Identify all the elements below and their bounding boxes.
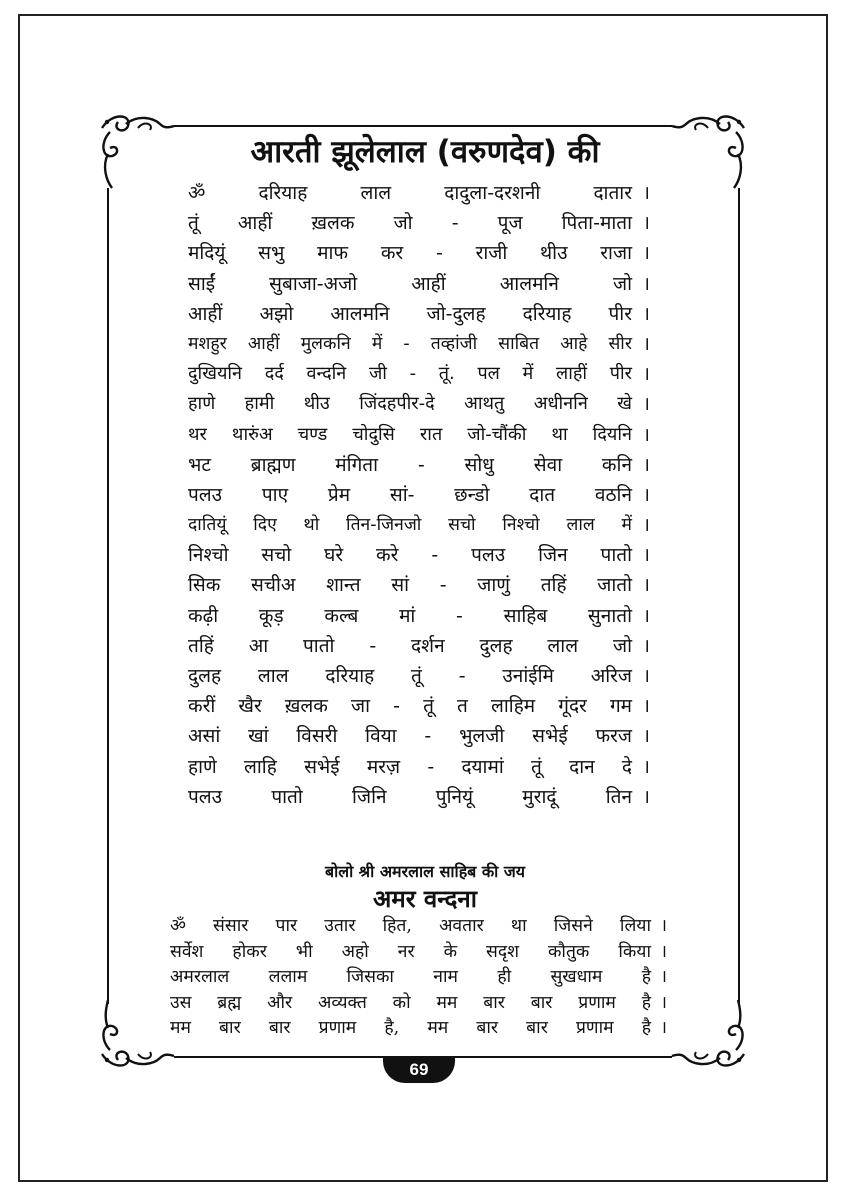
danda-mark: ।	[642, 634, 650, 657]
top-left-ornament-icon	[98, 110, 176, 190]
danda-mark: ।	[642, 514, 650, 537]
vandana-line	[170, 965, 667, 991]
verse-line	[188, 540, 650, 570]
jaikara-line: बोलो श्री अमरलाल साहिब की जय	[324, 862, 526, 881]
verse-text: भट ब्राह्मण मंगिता - सोधु सेवा कनि	[188, 453, 632, 476]
bottom-left-ornament-icon	[98, 1000, 176, 1072]
bottom-right-ornament-icon	[670, 1000, 748, 1072]
page-title: आरती झूलेलाल (वरुणदेव) की	[250, 134, 600, 170]
verse-line	[188, 510, 650, 540]
danda-mark: ।	[660, 992, 667, 1013]
verse-text: दातियूं दिए थो तिन-जिनजो सचो निश्चो लाल में	[188, 515, 632, 536]
danda-mark: ।	[642, 272, 650, 295]
verse-line	[188, 782, 650, 812]
danda-mark: ।	[642, 755, 650, 778]
verse-line	[188, 450, 650, 480]
vandana-line	[170, 940, 667, 966]
danda-mark: ।	[642, 725, 650, 748]
verse-text: निश्चो सचो घरे करे - पलउ जिन पातो	[188, 544, 632, 567]
danda-mark: ।	[660, 1018, 667, 1038]
verse-line	[188, 329, 650, 359]
verse-line	[188, 661, 650, 691]
danda-mark: ।	[642, 604, 650, 627]
verse-text: थर थारुंअ चण्ड चोदुसि रात जो-चौंकी था दियनि	[188, 423, 632, 445]
verse-line	[188, 570, 650, 600]
verse-text: ॐ दरियाह लाल दादुला-दरशनी दातार	[188, 182, 632, 204]
verse-line	[188, 601, 650, 631]
page-number-badge: 69	[383, 1057, 455, 1083]
danda-mark: ।	[642, 182, 650, 204]
verse-line	[188, 238, 650, 268]
vandana-stanza	[170, 914, 667, 1042]
danda-mark: ।	[660, 967, 667, 987]
danda-mark: ।	[642, 363, 650, 386]
verse-line	[188, 359, 650, 389]
danda-mark: ।	[642, 695, 650, 718]
verse-text: करीं खैर ख़लक जा - तूं त लाहिम गूंदर गम	[188, 695, 632, 718]
vandana-text: अमरलाल ललाम जिसका नाम ही सुखधाम है	[170, 967, 651, 987]
vandana-text: सर्वेश होकर भी अहो नर के सदृश कौतुक किया	[170, 941, 651, 962]
verse-text: तूं आहीं ख़लक जो - पूज पिता-माता	[188, 212, 632, 235]
danda-mark: ।	[642, 423, 650, 446]
verse-text: साईं सुबाजा-अजो आहीं आलमनि जो	[188, 272, 632, 295]
danda-mark: ।	[642, 665, 650, 687]
verse-text: पलउ पाए प्रेम सां- छन्डो दात वठनि	[188, 483, 632, 506]
danda-mark: ।	[660, 941, 667, 962]
vandana-text: उस ब्रह्म और अव्यक्त को मम बार बार प्रणाम है	[170, 992, 651, 1013]
danda-mark: ।	[660, 916, 667, 936]
verse-text: दुखियनि दर्द वन्दनि जी - तूं. पल में लाहीं पीर	[188, 363, 632, 385]
verse-line	[188, 178, 650, 208]
right-border-line	[738, 188, 740, 1004]
vandana-line	[170, 1016, 667, 1042]
verse-text: पलउ पातो जिनि पुनियूं मुरादूं तिन	[188, 785, 632, 808]
verse-text: तहिं आ पातो - दर्शन दुलह लाल जो	[188, 634, 632, 657]
verse-text: हाणे हामी थीउ जिंदहपीर-दे आथतु अधीननि खे	[188, 393, 632, 415]
danda-mark: ।	[642, 302, 650, 325]
danda-mark: ।	[642, 393, 650, 416]
verse-text: कढ़ी कूड़ कल्ब मां - साहिब सुनातो	[188, 604, 632, 627]
danda-mark: ।	[642, 544, 650, 567]
danda-mark: ।	[642, 574, 650, 597]
danda-mark: ।	[642, 212, 650, 235]
verse-line	[188, 420, 650, 450]
left-border-line	[107, 188, 109, 1004]
vandana-text: मम बार बार प्रणाम है, मम बार बार प्रणाम है	[170, 1018, 651, 1038]
verse-text: मशहुर आहीं मुलकनि में - तव्हांजी साबित आहे सीर	[188, 333, 632, 354]
vandana-line	[170, 914, 667, 940]
danda-mark: ।	[642, 332, 650, 355]
verse-text: हाणे लाहि सभेई मरज़ - दयामां तूं दान दे	[188, 755, 632, 778]
danda-mark: ।	[642, 483, 650, 506]
verse-line	[188, 299, 650, 329]
danda-mark: ।	[642, 453, 650, 476]
verse-line	[188, 389, 650, 419]
top-right-ornament-icon	[670, 110, 748, 190]
verse-text: असां खां विसरी विया - भुलजी सभेई फरज	[188, 725, 632, 748]
verse-text: दुलह लाल दरियाह तूं - उनांईमि अरिज	[188, 665, 632, 687]
verse-line	[188, 208, 650, 238]
verse-text: सिक सचीअ शान्त सां - जाणुं तहिं जातो	[188, 574, 632, 597]
top-border-line	[174, 125, 672, 127]
verse-text: आहीं अझो आलमनि जो-दुलह दरियाह पीर	[188, 302, 632, 325]
verse-line	[188, 721, 650, 751]
verse-line	[188, 480, 650, 510]
verse-text: मदियूं सभु माफ कर - राजी थीउ राजा	[188, 242, 632, 265]
verse-line	[188, 691, 650, 721]
verse-line	[188, 269, 650, 299]
verse-line	[188, 631, 650, 661]
aarti-stanza	[188, 178, 650, 812]
danda-mark: ।	[642, 242, 650, 265]
verse-line	[188, 752, 650, 782]
vandana-line	[170, 991, 667, 1017]
section-title: अमर वन्दना	[373, 885, 477, 913]
vandana-text: ॐ संसार पार उतार हित, अवतार था जिसने लिया	[170, 916, 651, 936]
danda-mark: ।	[642, 785, 650, 808]
